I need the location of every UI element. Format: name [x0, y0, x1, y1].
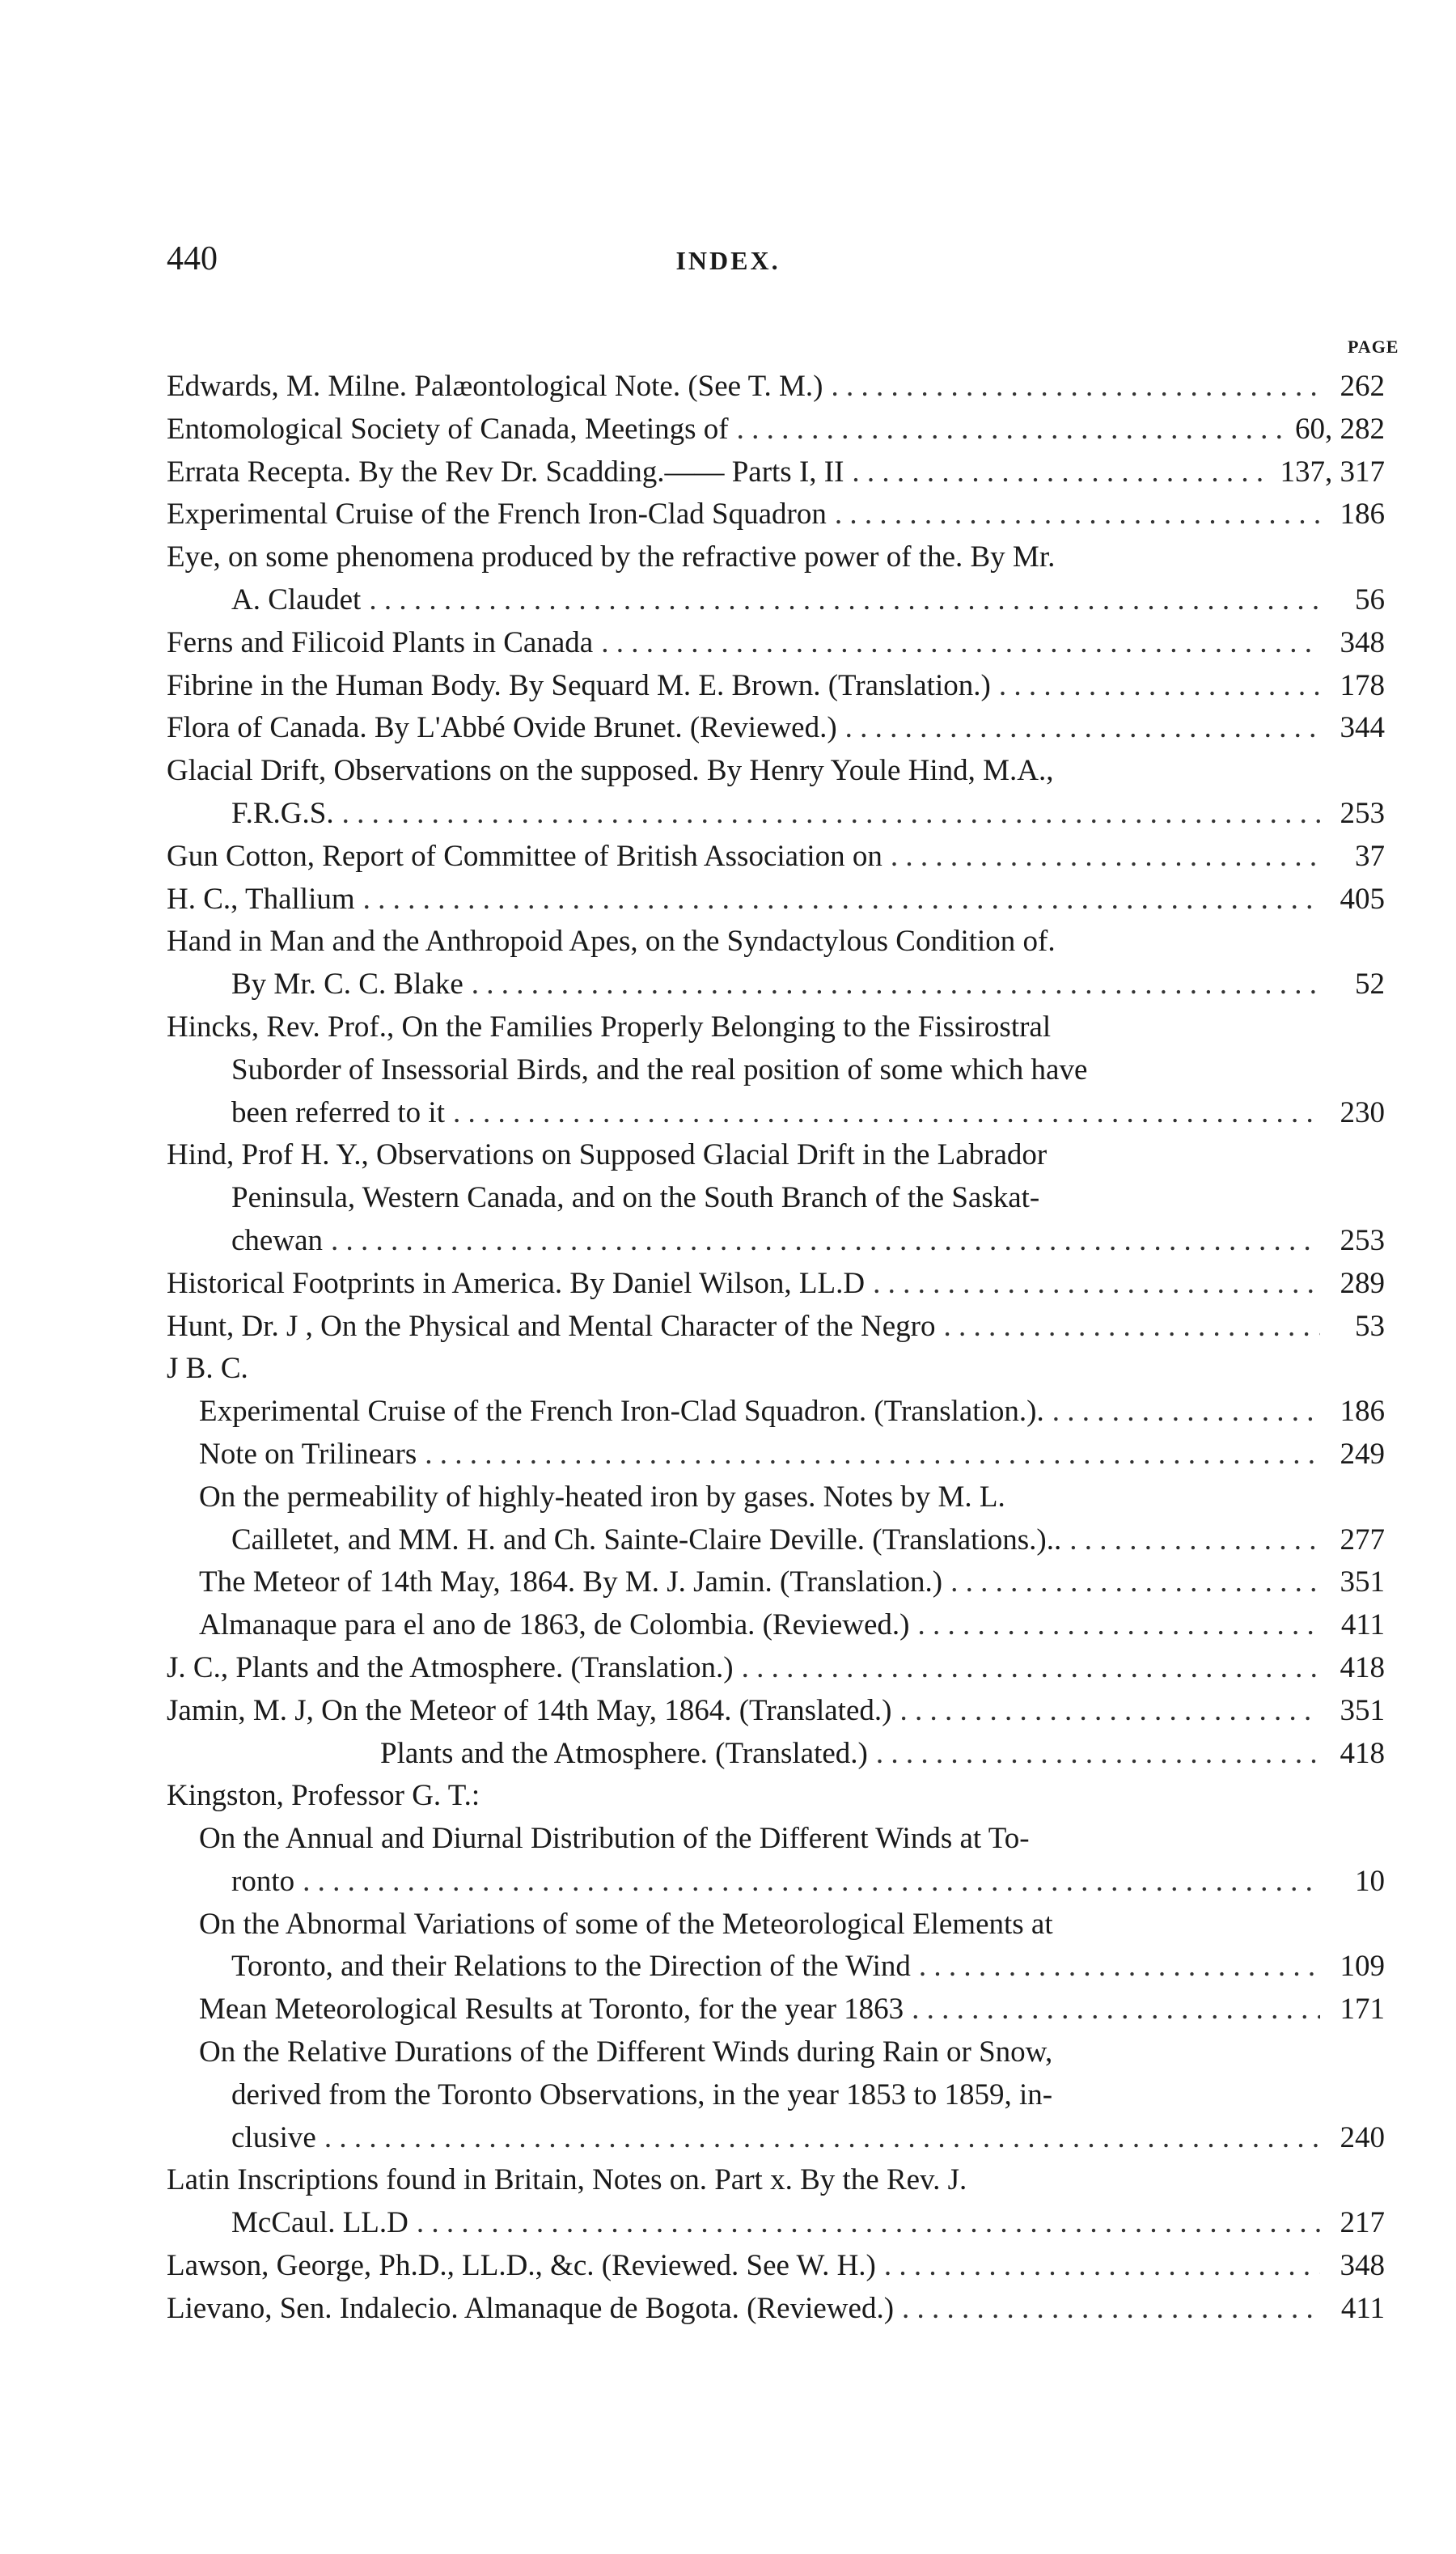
dot-leader: [917, 1604, 1320, 1647]
entry-page-number: 351: [1340, 1565, 1385, 1599]
entry-text: On the Relative Durations of the Different Winds during Rain or Snow,: [199, 2035, 1053, 2069]
dot-leader: [324, 2117, 1320, 2160]
entry-text: F.R.G.S.: [231, 796, 334, 830]
dot-leader: [950, 1561, 1320, 1604]
entry-page-number: 348: [1340, 2249, 1385, 2283]
index-entry: [154, 1391, 1385, 1434]
index-entry: [154, 2074, 1385, 2117]
index-entry: [154, 2159, 1385, 2202]
index-entry: [154, 1604, 1385, 1647]
entry-page-number: 411: [1340, 1608, 1385, 1642]
entry-page-number: 186: [1340, 498, 1385, 532]
index-entry: [154, 2288, 1385, 2331]
entry-text: Jamin, M. J, On the Meteor of 14th May, 1864. (Translated.): [167, 1693, 892, 1727]
entry-text: Kingston, Professor G. T.:: [167, 1779, 480, 1813]
entry-text: J. C., Plants and the Atmosphere. (Translation.): [167, 1650, 734, 1684]
entry-page-number: 405: [1340, 882, 1385, 916]
entry-page-number: 253: [1340, 796, 1385, 830]
entry-text: H. C., Thallium: [167, 882, 355, 916]
page-column-header: PAGE: [1348, 337, 1399, 357]
index-entry: [154, 1818, 1385, 1861]
dot-leader: [1052, 1391, 1320, 1434]
entry-text: Entomological Society of Canada, Meetings of: [167, 412, 729, 446]
entry-text: clusive: [231, 2120, 316, 2154]
dot-leader: [835, 493, 1320, 536]
index-entry: [154, 2117, 1385, 2160]
dot-leader: [873, 1263, 1320, 1306]
index-entry: [154, 579, 1385, 622]
entry-page-number: 411: [1340, 2291, 1385, 2325]
entry-page-number: 52: [1355, 968, 1385, 1002]
dot-leader: [417, 2202, 1320, 2245]
entry-text: Gun Cotton, Report of Committee of British Association on: [167, 839, 882, 873]
entry-page-number: 109: [1340, 1950, 1385, 1984]
index-entry: [154, 1690, 1385, 1733]
dot-leader: [737, 409, 1287, 451]
entry-text: Note on Trilinears: [199, 1437, 417, 1471]
entry-page-number: 418: [1340, 1736, 1385, 1770]
entry-text: Lievano, Sen. Indalecio. Almanaque de Bogota. (Reviewed.): [167, 2291, 895, 2325]
index-entry: [154, 2245, 1385, 2288]
index-entry: [154, 1519, 1385, 1562]
index-entry: [154, 1306, 1385, 1349]
index-entry: [154, 879, 1385, 921]
entry-page-number: 137, 317: [1280, 455, 1385, 489]
entry-page-number: 37: [1355, 839, 1385, 873]
entry-page-number: 277: [1340, 1523, 1385, 1557]
entry-text: Errata Recepta. By the Rev Dr. Scadding.—— Parts I, II: [167, 455, 844, 489]
entry-page-number: 230: [1340, 1095, 1385, 1129]
index-entry: [154, 1647, 1385, 1690]
entry-text: Hand in Man and the Anthropoid Apes, on the Syndactylous Condition of.: [167, 925, 1056, 959]
dot-leader: [919, 1946, 1320, 1989]
index-entry: [154, 750, 1385, 793]
index-entry: [154, 493, 1385, 536]
entry-text: On the permeability of highly-heated iron by gases. Notes by M. L.: [199, 1480, 1005, 1514]
index-entry: [154, 622, 1385, 665]
dot-leader: [891, 836, 1320, 879]
index-entry: [154, 1177, 1385, 1220]
index-entry: [154, 707, 1385, 750]
entry-text: Eye, on some phenomena produced by the refractive power of the. By Mr.: [167, 540, 1056, 574]
index-entry: [154, 1263, 1385, 1306]
dot-leader: [845, 707, 1320, 750]
index-entry: [154, 536, 1385, 579]
entry-text: Glacial Drift, Observations on the supposed. By Henry Youle Hind, M.A.,: [167, 754, 1054, 788]
index-entry: [154, 2031, 1385, 2074]
dot-leader: [601, 622, 1320, 665]
entry-page-number: 217: [1340, 2206, 1385, 2240]
index-entry: [154, 665, 1385, 708]
dot-leader: [999, 665, 1320, 708]
dot-leader: [912, 1989, 1320, 2031]
entry-page-number: 60, 282: [1295, 412, 1385, 446]
entry-page-number: 344: [1340, 711, 1385, 745]
index-entry: [154, 1134, 1385, 1177]
index-entry: [154, 1989, 1385, 2031]
entry-page-number: 418: [1340, 1650, 1385, 1684]
dot-leader: [472, 964, 1320, 1006]
running-title: INDEX.: [675, 246, 781, 275]
entry-text: A. Claudet: [231, 582, 362, 616]
index-entry: [154, 1434, 1385, 1476]
entry-text: Historical Footprints in America. By Daniel Wilson, LL.D: [167, 1266, 866, 1300]
entry-text: Almanaque para el ano de 1863, de Colombia. (Reviewed.): [199, 1608, 910, 1642]
dot-leader: [1069, 1519, 1320, 1562]
entry-text: Flora of Canada. By L'Abbé Ovide Brunet. (Reviewed.): [167, 711, 837, 745]
entry-text: By Mr. C. C. Blake: [231, 968, 463, 1002]
dot-leader: [902, 2288, 1320, 2331]
index-entry: [154, 836, 1385, 879]
dot-leader: [884, 2245, 1320, 2288]
index-entry: [154, 366, 1385, 409]
index-entry: [154, 1006, 1385, 1049]
entry-page-number: 351: [1340, 1693, 1385, 1727]
dot-leader: [342, 793, 1320, 836]
entry-text: Hunt, Dr. J , On the Physical and Mental Character of the Negro: [167, 1309, 936, 1343]
entry-text: On the Annual and Diurnal Distribution of the Different Winds at To-: [199, 1822, 1030, 1856]
dot-leader: [832, 366, 1321, 409]
entry-text: Experimental Cruise of the French Iron-Clad Squadron: [167, 498, 827, 532]
index-entry: [154, 451, 1385, 494]
dot-leader: [425, 1434, 1320, 1476]
entry-page-number: 253: [1340, 1223, 1385, 1257]
entry-text: Experimental Cruise of the French Iron-Clad Squadron. (Translation.).: [199, 1395, 1044, 1429]
entry-page-number: 249: [1340, 1437, 1385, 1471]
entry-page-number: 240: [1340, 2120, 1385, 2154]
page-number: 440: [167, 240, 218, 277]
index-entry: [154, 1220, 1385, 1263]
entry-text: Hincks, Rev. Prof., On the Families Properly Belonging to the Fissirostral: [167, 1010, 1052, 1044]
dot-leader: [453, 1092, 1320, 1135]
dot-leader: [876, 1733, 1320, 1776]
entry-text: Plants and the Atmosphere. (Translated.): [380, 1736, 868, 1770]
entry-text: Peninsula, Western Canada, and on the South Branch of the Saskat-: [231, 1181, 1040, 1215]
entry-text: ronto: [231, 1864, 295, 1898]
entry-text: McCaul. LL.D: [231, 2206, 408, 2240]
index-entries: [154, 366, 1385, 2331]
entry-page-number: 10: [1355, 1864, 1385, 1898]
entry-text: Ferns and Filicoid Plants in Canada: [167, 625, 594, 659]
dot-leader: [331, 1220, 1320, 1263]
entry-page-number: 53: [1355, 1309, 1385, 1343]
index-entry: [154, 1904, 1385, 1946]
dot-leader: [363, 879, 1320, 921]
index-entry: [154, 1861, 1385, 1904]
dot-leader: [943, 1306, 1320, 1349]
index-entry: [154, 1049, 1385, 1092]
dot-leader: [742, 1647, 1320, 1690]
dot-leader: [369, 579, 1320, 622]
entry-text: Fibrine in the Human Body. By Sequard M. E. Brown. (Translation.): [167, 668, 991, 702]
entry-text: On the Abnormal Variations of some of the Meteorological Elements at: [199, 1907, 1053, 1941]
entry-text: Mean Meteorological Results at Toronto, for the year 1863: [199, 1993, 904, 2027]
dot-leader: [899, 1690, 1320, 1733]
entry-page-number: 348: [1340, 625, 1385, 659]
index-entry: [154, 1733, 1385, 1776]
index-entry: [154, 1561, 1385, 1604]
entry-text: J B. C.: [167, 1352, 248, 1386]
index-entry: [154, 964, 1385, 1006]
entry-page-number: 289: [1340, 1266, 1385, 1300]
entry-text: Latin Inscriptions found in Britain, Notes on. Part x. By the Rev. J.: [167, 2163, 967, 2197]
entry-page-number: 186: [1340, 1395, 1385, 1429]
index-entry: [154, 921, 1385, 964]
entry-text: Toronto, and their Relations to the Direction of the Wind: [231, 1950, 911, 1984]
entry-text: been referred to it: [231, 1095, 445, 1129]
index-entry: [154, 1092, 1385, 1135]
index-entry: [154, 1775, 1385, 1818]
index-entry: [154, 1476, 1385, 1519]
index-entry: [154, 409, 1385, 451]
entry-text: chewan: [231, 1223, 323, 1257]
entry-text: Cailletet, and MM. H. and Ch. Sainte-Claire Deville. (Translations.)..: [231, 1523, 1062, 1557]
entry-page-number: 56: [1355, 582, 1385, 616]
dot-leader: [303, 1861, 1320, 1904]
entry-page-number: 171: [1340, 1993, 1385, 2027]
entry-text: Edwards, M. Milne. Palæontological Note. (See T. M.): [167, 370, 823, 403]
index-entry: [154, 1946, 1385, 1989]
index-entry: [154, 1348, 1385, 1391]
dot-leader: [852, 451, 1272, 494]
entry-text: Suborder of Insessorial Birds, and the real position of some which have: [231, 1053, 1088, 1086]
index-entry: [154, 2202, 1385, 2245]
entry-text: Lawson, George, Ph.D., LL.D., &c. (Reviewed. See W. H.): [167, 2249, 876, 2283]
index-entry: [154, 793, 1385, 836]
entry-page-number: 178: [1340, 668, 1385, 702]
entry-page-number: 262: [1340, 370, 1385, 403]
entry-text: The Meteor of 14th May, 1864. By M. J. Jamin. (Translation.): [199, 1565, 943, 1599]
entry-text: Hind, Prof H. Y., Observations on Supposed Glacial Drift in the Labrador: [167, 1138, 1048, 1172]
entry-text: derived from the Toronto Observations, in the year 1853 to 1859, in-: [231, 2078, 1053, 2111]
